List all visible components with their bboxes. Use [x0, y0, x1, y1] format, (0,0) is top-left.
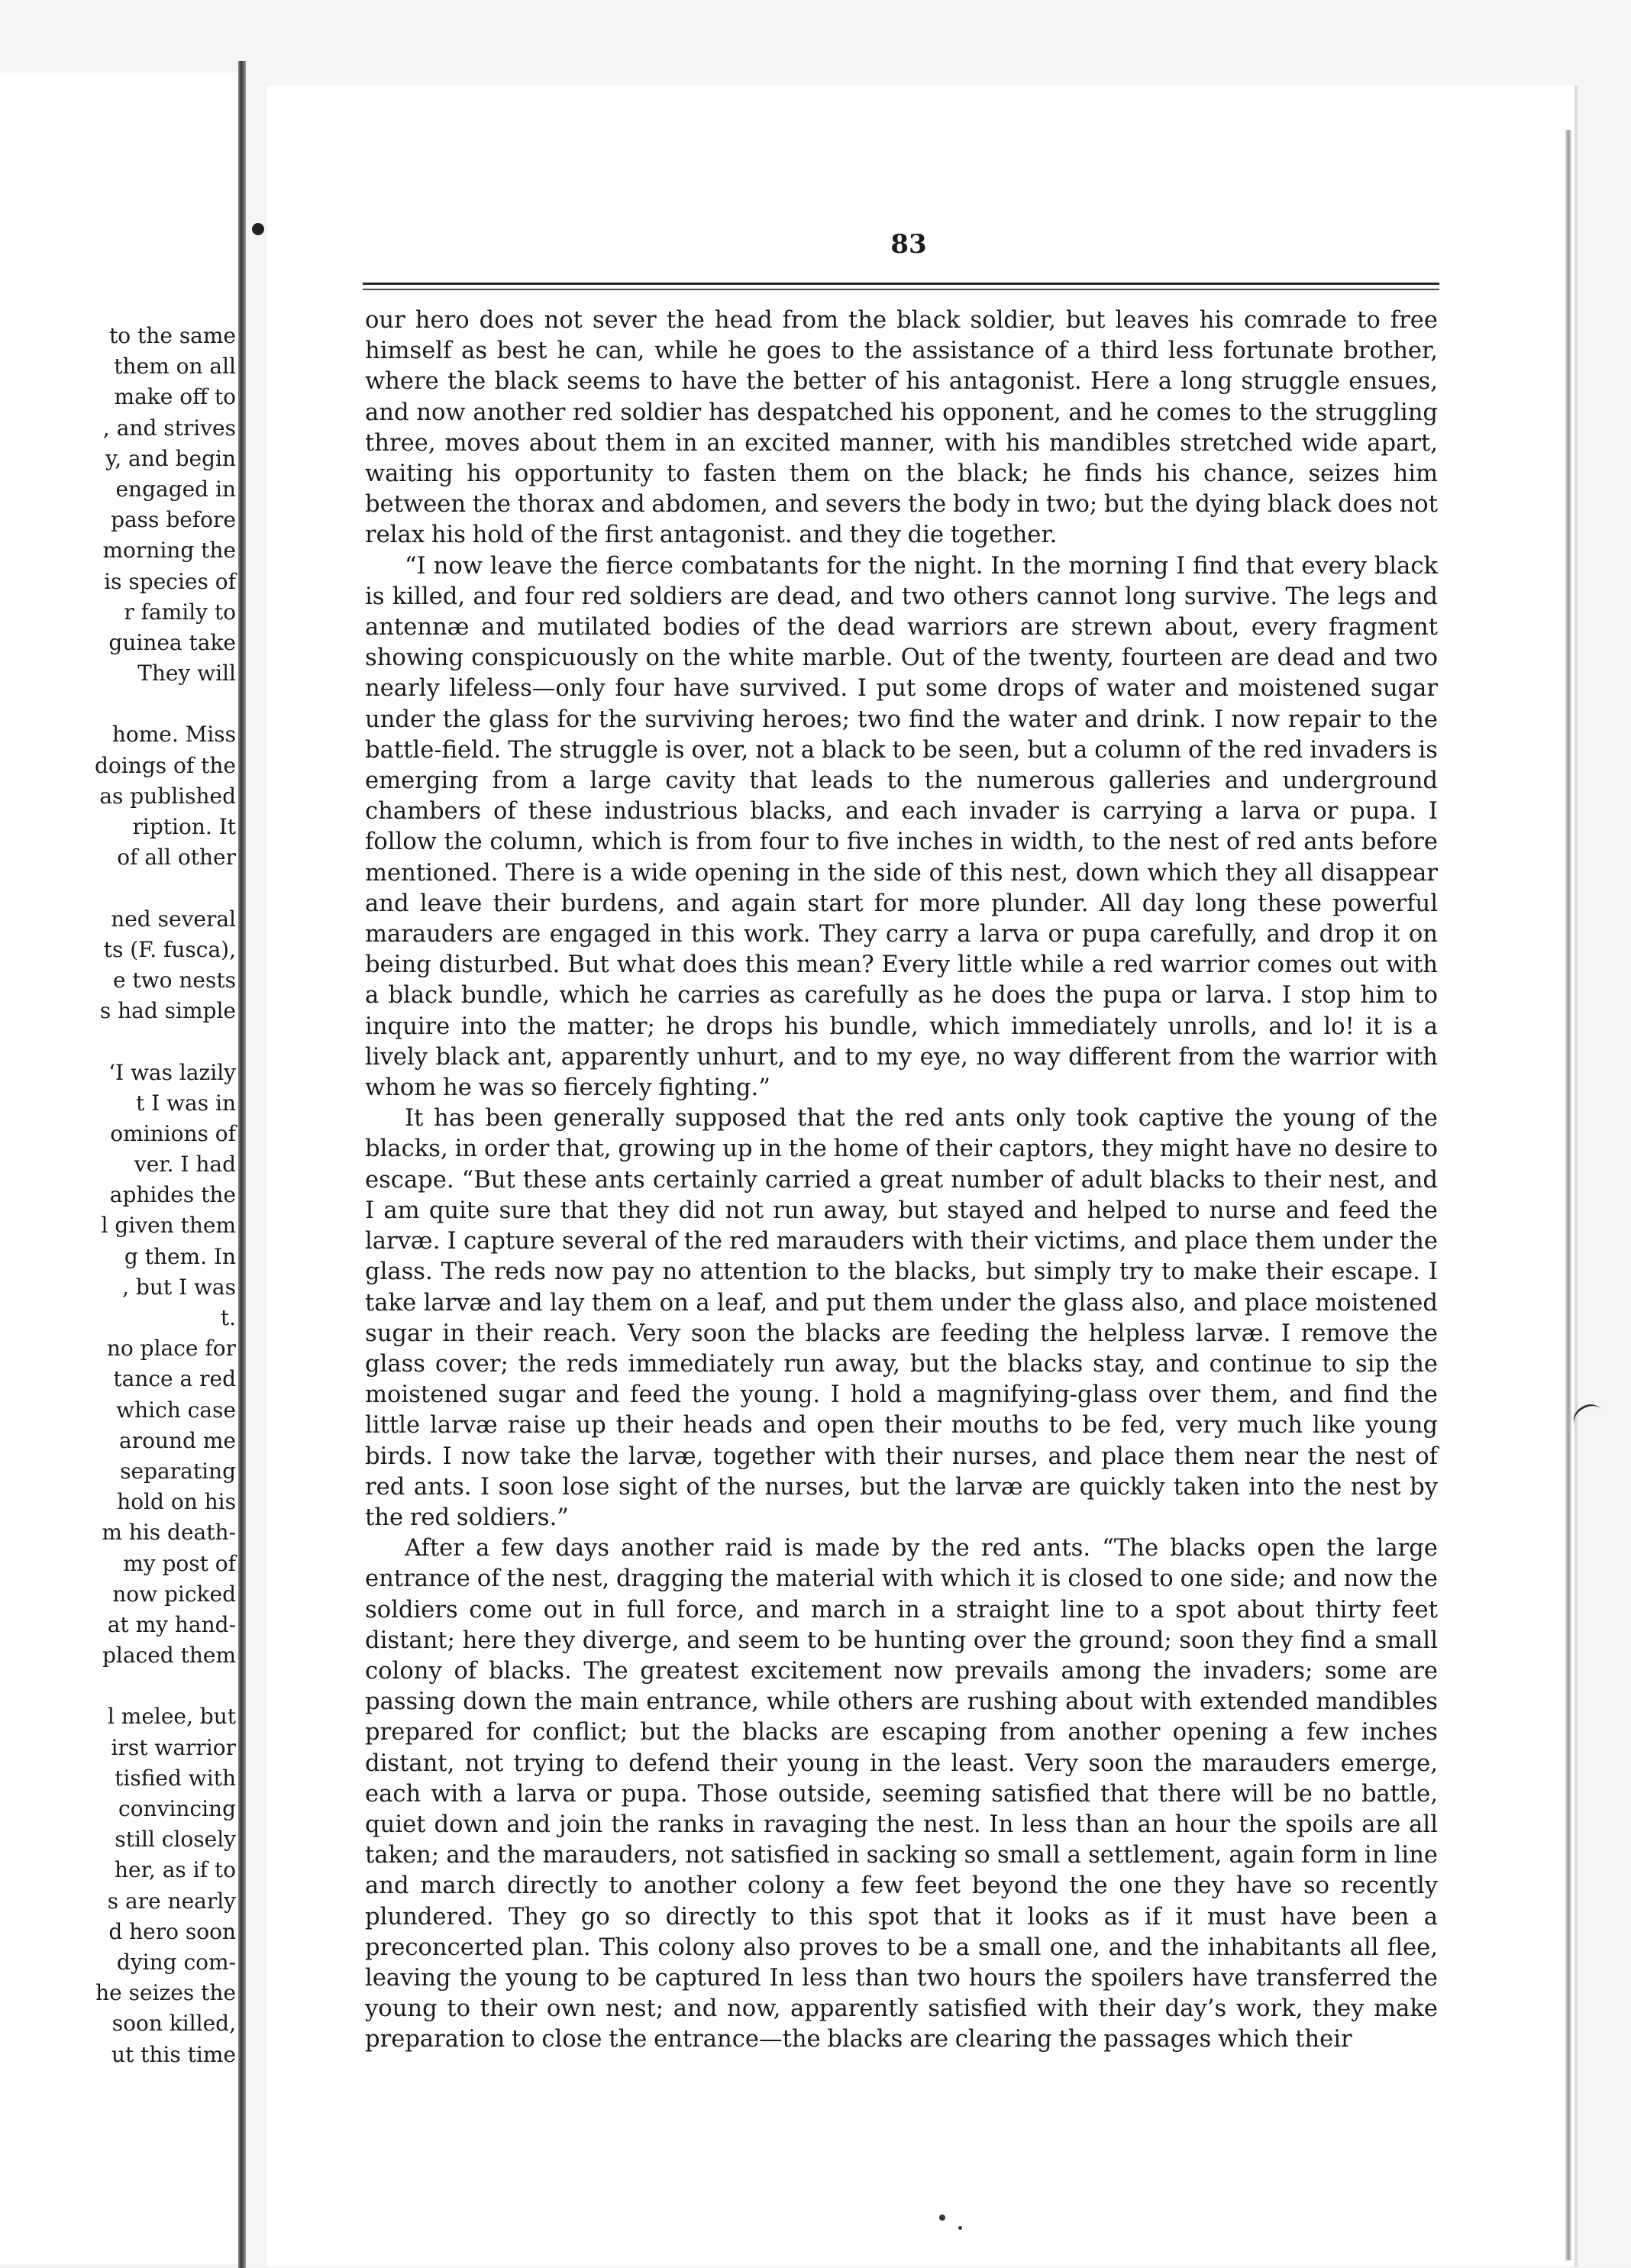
left-page-line: t I was in: [135, 1090, 236, 1116]
left-page-line: pass before: [111, 507, 236, 533]
header-rule: [363, 283, 1439, 285]
left-page-line: ned several: [111, 906, 236, 932]
left-page-line: l melee, but: [107, 1704, 236, 1730]
left-page-line: hold on his: [117, 1489, 236, 1515]
paragraph: our hero does not sever the head from the black soldier, but leaves his comrade to free himself as best he can, while he goes to the assistance of a third less fortunate brother, where the black seems to have the better of his antagonist. Here a long struggle ensues, and now another red soldier has despatched his opponent, and he comes to the struggling three, moves about them in an excited manner, with his mandibles stretched wide apart, waiting his opportunity to fasten them on the black; he finds his chance, seizes him between the thorax and abdomen, and severs the body in two; but the dying black does not relax his hold of the first antagonist. and they die together.: [365, 307, 1438, 549]
left-page-line: ominions of: [110, 1120, 236, 1146]
left-page-line: g them. In: [124, 1243, 236, 1269]
left-page-line: them on all: [114, 354, 236, 380]
left-page-line: morning the: [102, 538, 236, 564]
header-rule-thin: [363, 289, 1439, 290]
scan-speck: [939, 2215, 945, 2221]
left-page-line: engaged in: [115, 476, 236, 502]
left-page-line: which case: [116, 1397, 236, 1423]
left-page-line: no place for: [106, 1336, 236, 1362]
left-page-line: [0, 1671, 241, 1701]
left-page-line: of all other: [117, 845, 236, 871]
left-page-line: convincing: [118, 1796, 236, 1821]
left-page-line: [0, 873, 241, 903]
left-page-line: soon killed,: [111, 2011, 236, 2037]
left-page-line: around me: [119, 1427, 236, 1453]
left-page-line: as published: [99, 783, 236, 809]
left-page-line: m his death-: [102, 1520, 236, 1546]
left-page-line: aphides the: [109, 1182, 236, 1208]
left-page-line: t.: [220, 1305, 236, 1330]
book-spine: [238, 61, 246, 2268]
left-page-line: he seizes the: [95, 1980, 236, 2006]
paragraph: It has been generally supposed that the red ants only took captive the young of the blacks, in order that, growing up in the home of their captors, they might have no desire to escape. “But these ants certainly carried a great number of adult blacks to their nest, and I am quite sure that they did not run away, but stayed and helped to nurse and feed the larvæ. I capture several of the red marauders with their victims, and place them under the glass. The reds now pay no attention to the blacks, but simply try to make their escape. I take larvæ and lay them on a leaf, and put them under the glass also, and place moistened sugar in their reach. Very soon the blacks are feeding the helpless larvæ. I remove the glass cover; the reds immediately run away, but the blacks stay, and continue to sip the moistened sugar and feed the young. I hold a magnifying-glass over them, and find the little larvæ raise up their heads and open their mouths to be fed, very much like young birds. I now take the larvæ, together with their nurses, and place them near the nest of red ants. I soon lose sight of the nurses, but the larvæ are quickly taken into the nest by the red soldiers.”: [365, 1105, 1438, 1531]
left-page-line: irst warrior: [111, 1734, 236, 1760]
page-number: 83: [890, 229, 927, 260]
page-edge-shadow: [1565, 130, 1571, 2260]
left-page-line: e two nests: [112, 967, 236, 993]
left-page-line: placed them: [102, 1643, 236, 1669]
left-page-line: [0, 689, 241, 719]
binding-mark: [252, 223, 264, 235]
left-page-line: still closely: [115, 1827, 236, 1853]
left-page-line: , but I was: [122, 1274, 236, 1300]
left-page-line: y, and begin: [105, 445, 236, 471]
left-page-line: ription. It: [132, 814, 236, 839]
left-page-line: l given them: [101, 1213, 236, 1239]
left-page-line: to the same: [109, 323, 236, 348]
left-page-line: tisfied with: [115, 1765, 236, 1791]
body-text: [365, 305, 1438, 2056]
left-page-line: , and strives: [102, 415, 236, 441]
left-page-line: ts (F. fusca),: [103, 936, 236, 962]
left-page-line: [0, 1026, 241, 1057]
scan-speck: [958, 2226, 962, 2230]
left-page-line: s had simple: [99, 998, 236, 1024]
left-page-line: ut this time: [111, 2041, 236, 2067]
paragraph: After a few days another raid is made by the red ants. “The blacks open the large entrance of the nest, dragging the material with which it is closed to one side; and now the soldiers come out in full force, and march in a straight line to a spot about thirty feet distant; here they diverge, and seem to be hunting over the ground; soon they find a small colony of blacks. The greatest excitement now prevails among the invaders; some are passing down the main entrance, while others are rushing about with extended mandibles prepared for conflict; but the blacks are escaping from another opening a few inches distant, not trying to defend their young in the least. Very soon the marauders emerge, each with a larva or pupa. Those outside, seeming satisfied that there will be no battle, quiet down and join the ranks in ravaging the nest. In less than an hour the spoils are all taken; and the marauders, not satisfied in sacking so small a settlement, again form in line and march directly to another colony a few feet beyond the one they have so recently plundered. They go so directly to this spot that it looks as if it must have been a preconcerted plan. This colony also proves to be a small one, and the inhabitants all flee, leaving the young to be captured In less than two hours the spoilers have transferred the young to their own nest; and now, apparently satisfied with their day’s work, they make preparation to close the entrance—the blacks are clearing the passages which their: [365, 1535, 1438, 2053]
left-page-line: They will: [137, 661, 236, 687]
left-page-line: separating: [120, 1458, 236, 1484]
left-page-line: ver. I had: [134, 1152, 236, 1178]
left-page-text: [0, 321, 241, 2070]
left-page-line: ‘I was lazily: [108, 1059, 236, 1085]
left-page-line: tance a red: [113, 1366, 236, 1392]
left-page-line: doings of the: [95, 752, 236, 778]
left-page-line: guinea take: [108, 629, 236, 655]
left-page-line: her, as if to: [114, 1857, 236, 1883]
left-page-line: my post of: [123, 1550, 236, 1576]
left-page-line: at my hand-: [107, 1611, 236, 1637]
left-page-line: s are nearly: [107, 1888, 236, 1914]
left-page-line: is species of: [104, 568, 236, 594]
left-page-line: r family to: [124, 599, 236, 625]
left-page-line: now picked: [112, 1581, 236, 1607]
left-page-line: dying com-: [116, 1949, 236, 1975]
left-facing-page: [0, 73, 241, 2264]
left-page-line: d hero soon: [108, 1918, 236, 1944]
left-page-line: make off to: [114, 384, 236, 410]
paragraph: “I now leave the fierce combatants for the night. In the morning I find that every black is killed, and four red soldiers are dead, and two others cannot long survive. The legs and antennæ and mutilated bodies of the dead warriors are strewn about, every fragment showing conspicuously on the white marble. Out of the twenty, fourteen are dead and two nearly lifeless—only four have survived. I put some drops of water and moistened sugar under the glass for the surviving heroes; two find the water and drink. I now repair to the battle-field. The struggle is over, not a black to be seen, but a column of the red invaders is emerging from a large cavity that leads to the numerous galleries and underground chambers of these industrious blacks, and each invader is carrying a larva or pupa. I follow the column, which is from four to five inches in width, to the nest of red ants before mentioned. There is a wide opening in the side of this nest, down which they all disappear and leave their burdens, and again start for more plunder. All day long these powerful marauders are engaged in this work. They carry a larva or pupa carefully, and drop it on being disturbed. But what does this mean? Every little while a red warrior comes out with a black bundle, which he carries as carefully as he does the pupa or larva. I stop him to inquire into the matter; he drops his bundle, which immediately unrolls, and lo! it is a lively black ant, apparently unhurt, and to my eye, no way different from the warrior with whom he was so fiercely fighting.”: [365, 552, 1438, 1102]
left-page-line: home. Miss: [111, 722, 236, 748]
